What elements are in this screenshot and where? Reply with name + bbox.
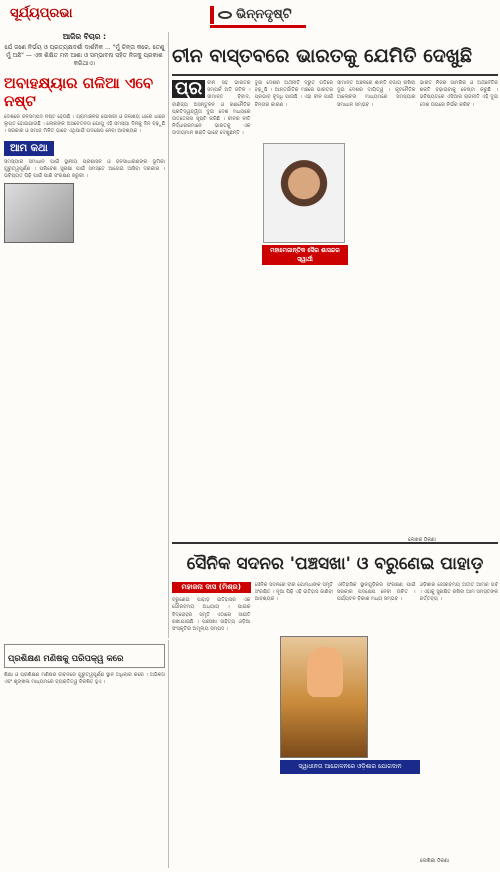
editorial-text: ଦେଶରେ ଜଳସମ୍ପଦ ନଷ୍ଟ ହେଉଛି । ଗ୍ରାମାଞ୍ଚଳର ପୋଖରୀ ଓ ଜଳାଶୟ ଧୀରେ ଧୀରେ ଲୁପ୍ତ ହୋଇଯାଉଛି । ଲୋକଙ୍କ ଅସଚେତନତା ଯୋଗୁ ଏହି ସମସ୍ୟା ଦିନକୁ ଦିନ ବଢ଼ୁଛି । ସରକାର ଓ ସମାଜ ମିଳିତ ଭାବେ ଏଥିପାଇଁ ପଦକ୍ଷେପ ନେବା ଆବଶ୍ୟକ ।: [4, 114, 165, 135]
bottom-col-2: ସୈନିକ ସଦନରେ ବୀର ଯୋଦ୍ଧାଙ୍କ ସ୍ମୃତି ସଂରକ୍ଷିତ । ନୂଆ ପିଢ଼ି ଏହି ଇତିହାସ ଜାଣିବା ଆବଶ୍ୟକ ।: [254, 582, 333, 603]
bottom-col-3: ଐତିହାସିକ ସ୍ଥାନଗୁଡ଼ିକର ସଂରକ୍ଷଣ ପାଇଁ ସରକାର ପଦକ୍ଷେପ ନେବା ଉଚିତ । ପର୍ଯ୍ୟଟନ ବିକାଶ ମଧ୍ୟ ସମ୍ଭବ ।: [337, 582, 416, 603]
statue-photo: [280, 636, 368, 758]
editorial-headline: ଅବାହକ୍ଷ୍ୟାର ଗଳିଆ ଏବେ ନଷ୍ଟ: [4, 74, 154, 110]
bottom-col-4: ଓଡ଼ିଶାର ଗୌରବମୟ ଅତୀତ ଆମର ଗର୍ବ । ଏହାକୁ ସୁରକ୍ଷିତ ରଖିବା ଆମ ସମସ୍ତଙ୍କ କର୍ତ୍ତବ୍ୟ ।: [419, 582, 498, 603]
dropcap: ପ୍ର: [172, 80, 205, 98]
bottom-col-1-text: ବରୁଣେଇ ପାହାଡ଼ ଇତିହାସର ଏକ ଗୌରବମୟ ଅଧ୍ୟାୟ । ପାଇକ ବିଦ୍ରୋହର ସ୍ମୃତି ଏଠାରେ ସାଇତି ରଖାଯାଇଛି । ପଞ୍ଚସଖା ସାହିତ୍ୟ ଓଡ଼ିଆ ସଂସ୍କୃତିର ଅମୂଲ୍ୟ ସମ୍ପଦ ।: [172, 597, 251, 633]
article-headline-left: ପ୍ରଶିକ୍ଷଣ ମଣିଷକୁ ପରିପକ୍ୱ କରେ: [8, 654, 124, 664]
eye-icon: [218, 11, 232, 19]
section-bar: [210, 6, 214, 24]
lower-left-article: [4, 640, 169, 868]
masthead: ସୂର୍ଯ୍ୟପ୍ରଭା: [10, 6, 73, 21]
main-headline: ଚୀନ ବାସ୍ତବରେ ଭାରତକୁ ଯେମିତି ଦେଖୁଛି: [172, 36, 498, 76]
main-col-3: ସୀମାନ୍ତ ଅଞ୍ଚଳରେ ଶାନ୍ତି ବଜାୟ ରଖିବା ଦୁଇ ଦେଶର ଦାୟିତ୍ୱ । କୂଟନୈତିକ ଆଲୋଚନା ମାଧ୍ୟମରେ ସମସ୍ୟାର ସମାଧାନ ସମ୍ଭବ ।: [337, 80, 416, 108]
byline-box: [4, 644, 165, 668]
photo-caption: ସ୍ୱାଧୀନତା ଆନ୍ଦୋଳନରେ ଓଡ଼ିଶାର ଯୋଗଦାନ: [280, 760, 420, 774]
quote-heading: ଆଜିର ବିଚାର :: [62, 32, 107, 41]
bottom-headline: ସୈନିକ ସଦନର 'ପଞ୍ଚସଖା' ଓ ବରୁଣେଇ ପାହାଡ଼: [172, 542, 498, 582]
author-email: ଲେଖକ ଠିକଣା: [408, 537, 436, 543]
bottom-author: ମହାଜନା ଦାସ (ମିଶ୍ର): [172, 582, 251, 593]
main-col-1-text: ଚୀନ ସହ ଭାରତର ସମ୍ପର୍କ ଅତି ଜଟିଳ । ସୀମାନ୍ତ ବିବାଦ, ବାଣିଜ୍ୟ ଅସନ୍ତୁଳନ ଓ ରଣନୈତିକ ପ୍ରତିଦ୍ୱନ୍ଦ୍ୱିତା ଦୁଇ ଦେଶ ମଧ୍ୟରେ ଉତ୍ତେଜନା ସୃଷ୍ଟି କରିଛି । ଚୀନର ନୀତି ନିର୍ଦ୍ଧାରକମାନେ ଭାରତକୁ ଏକ ଉଦୀୟମାନ ଶକ୍ତି ଭାବେ ଦେଖୁଛନ୍ତି ।: [172, 80, 251, 137]
main-col-1: [172, 80, 251, 542]
bottom-col-1: [172, 582, 251, 868]
section-tag: [210, 4, 306, 28]
quote-body: ଯେଁ ଜଣେ ନିର୍ଭୟ ଓ ପ୍ରତ୍ୟକ୍ଷଦର୍ଶୀ ଦାର୍ଶନିକ ... "ମୁଁ ଚିନ୍ତା କରେ, ତେଣୁ ମୁଁ ଅଛି" — ଏକ ଶିକ୍ଷିତ ମନ ଆଶା ଓ ସମ୍ଭାବନା ସହିତ ନିଜକୁ ପ୍ରକାଶ କରିଥାଏ।: [4, 44, 165, 67]
left-column: [4, 32, 169, 638]
bottom-endline: ଲେଖିକା ଠିକଣା: [420, 858, 449, 864]
column-label: ଆମ କଥା: [4, 141, 54, 156]
main-col-2: ଦୁଇ ଦେଶର ଅର୍ଥନୀତି ଦ୍ରୁତ ଗତିରେ ବଢ଼ୁଛି । ଆନ୍ତର୍ଜାତିକ ମଞ୍ଚରେ ଭାରତର ପ୍ରଭାବ ବୃଦ୍ଧି ପାଉଛି । ଏହା ଚୀନ ପାଇଁ ଚିନ୍ତାର କାରଣ ।: [254, 80, 333, 108]
page-header: [0, 0, 500, 32]
article-text-left: ଶିକ୍ଷା ଓ ପ୍ରଶିକ୍ଷଣ ମଣିଷର ଜୀବନରେ ଗୁରୁତ୍ୱପୂର୍ଣ୍ଣ ସ୍ଥାନ ଅଧିକାର କରେ । ଅଭିଜ୍ଞତା ଏବଂ ଶୃଙ୍ଖଳା ମାଧ୍ୟମରେ ବ୍ୟକ୍ତିତ୍ୱ ବିକଶିତ ହୁଏ ।: [4, 672, 165, 686]
main-col-4: ଭାରତ ନିଜର ସାମରିକ ଓ ଅର୍ଥନୈତିକ ଶକ୍ତି ବଢ଼ାଇବାକୁ ଚେଷ୍ଟା କରୁଛି । ଭବିଷ୍ୟତରେ ଏସିଆର ରାଜନୀତି ଏହି ଦୁଇ ଦେଶ ଉପରେ ନିର୍ଭର କରିବ ।: [419, 80, 498, 108]
column-photo: [4, 183, 74, 243]
column-text: ସମସ୍ୟାର ସମାଧାନ ପାଇଁ ସ୍ଥାନୀୟ ପ୍ରଶାସନ ଓ ଜନସାଧାରଣଙ୍କ ଭୂମିକା ଗୁରୁତ୍ୱପୂର୍ଣ୍ଣ । ପରିବେଶ ସୁରକ୍ଷା ପାଇଁ ସମସ୍ତେ ଆଗେଇ ଆସିବା ଦରକାର । ଭବିଷ୍ୟତ ପିଢ଼ି ପାଇଁ ପାଣି ସଂରକ୍ଷଣ ଜରୁରୀ ।: [4, 158, 165, 180]
section-label: ଭିନ୍ନଦୃଷ୍ଟି: [236, 7, 292, 22]
author-tag: ମହାମେଜାନ୍ତିକ ସୈର ଶାସନ୍ଦର ସ୍ୱାର୍ଥୀ: [262, 245, 348, 265]
author-photo: [263, 143, 345, 243]
